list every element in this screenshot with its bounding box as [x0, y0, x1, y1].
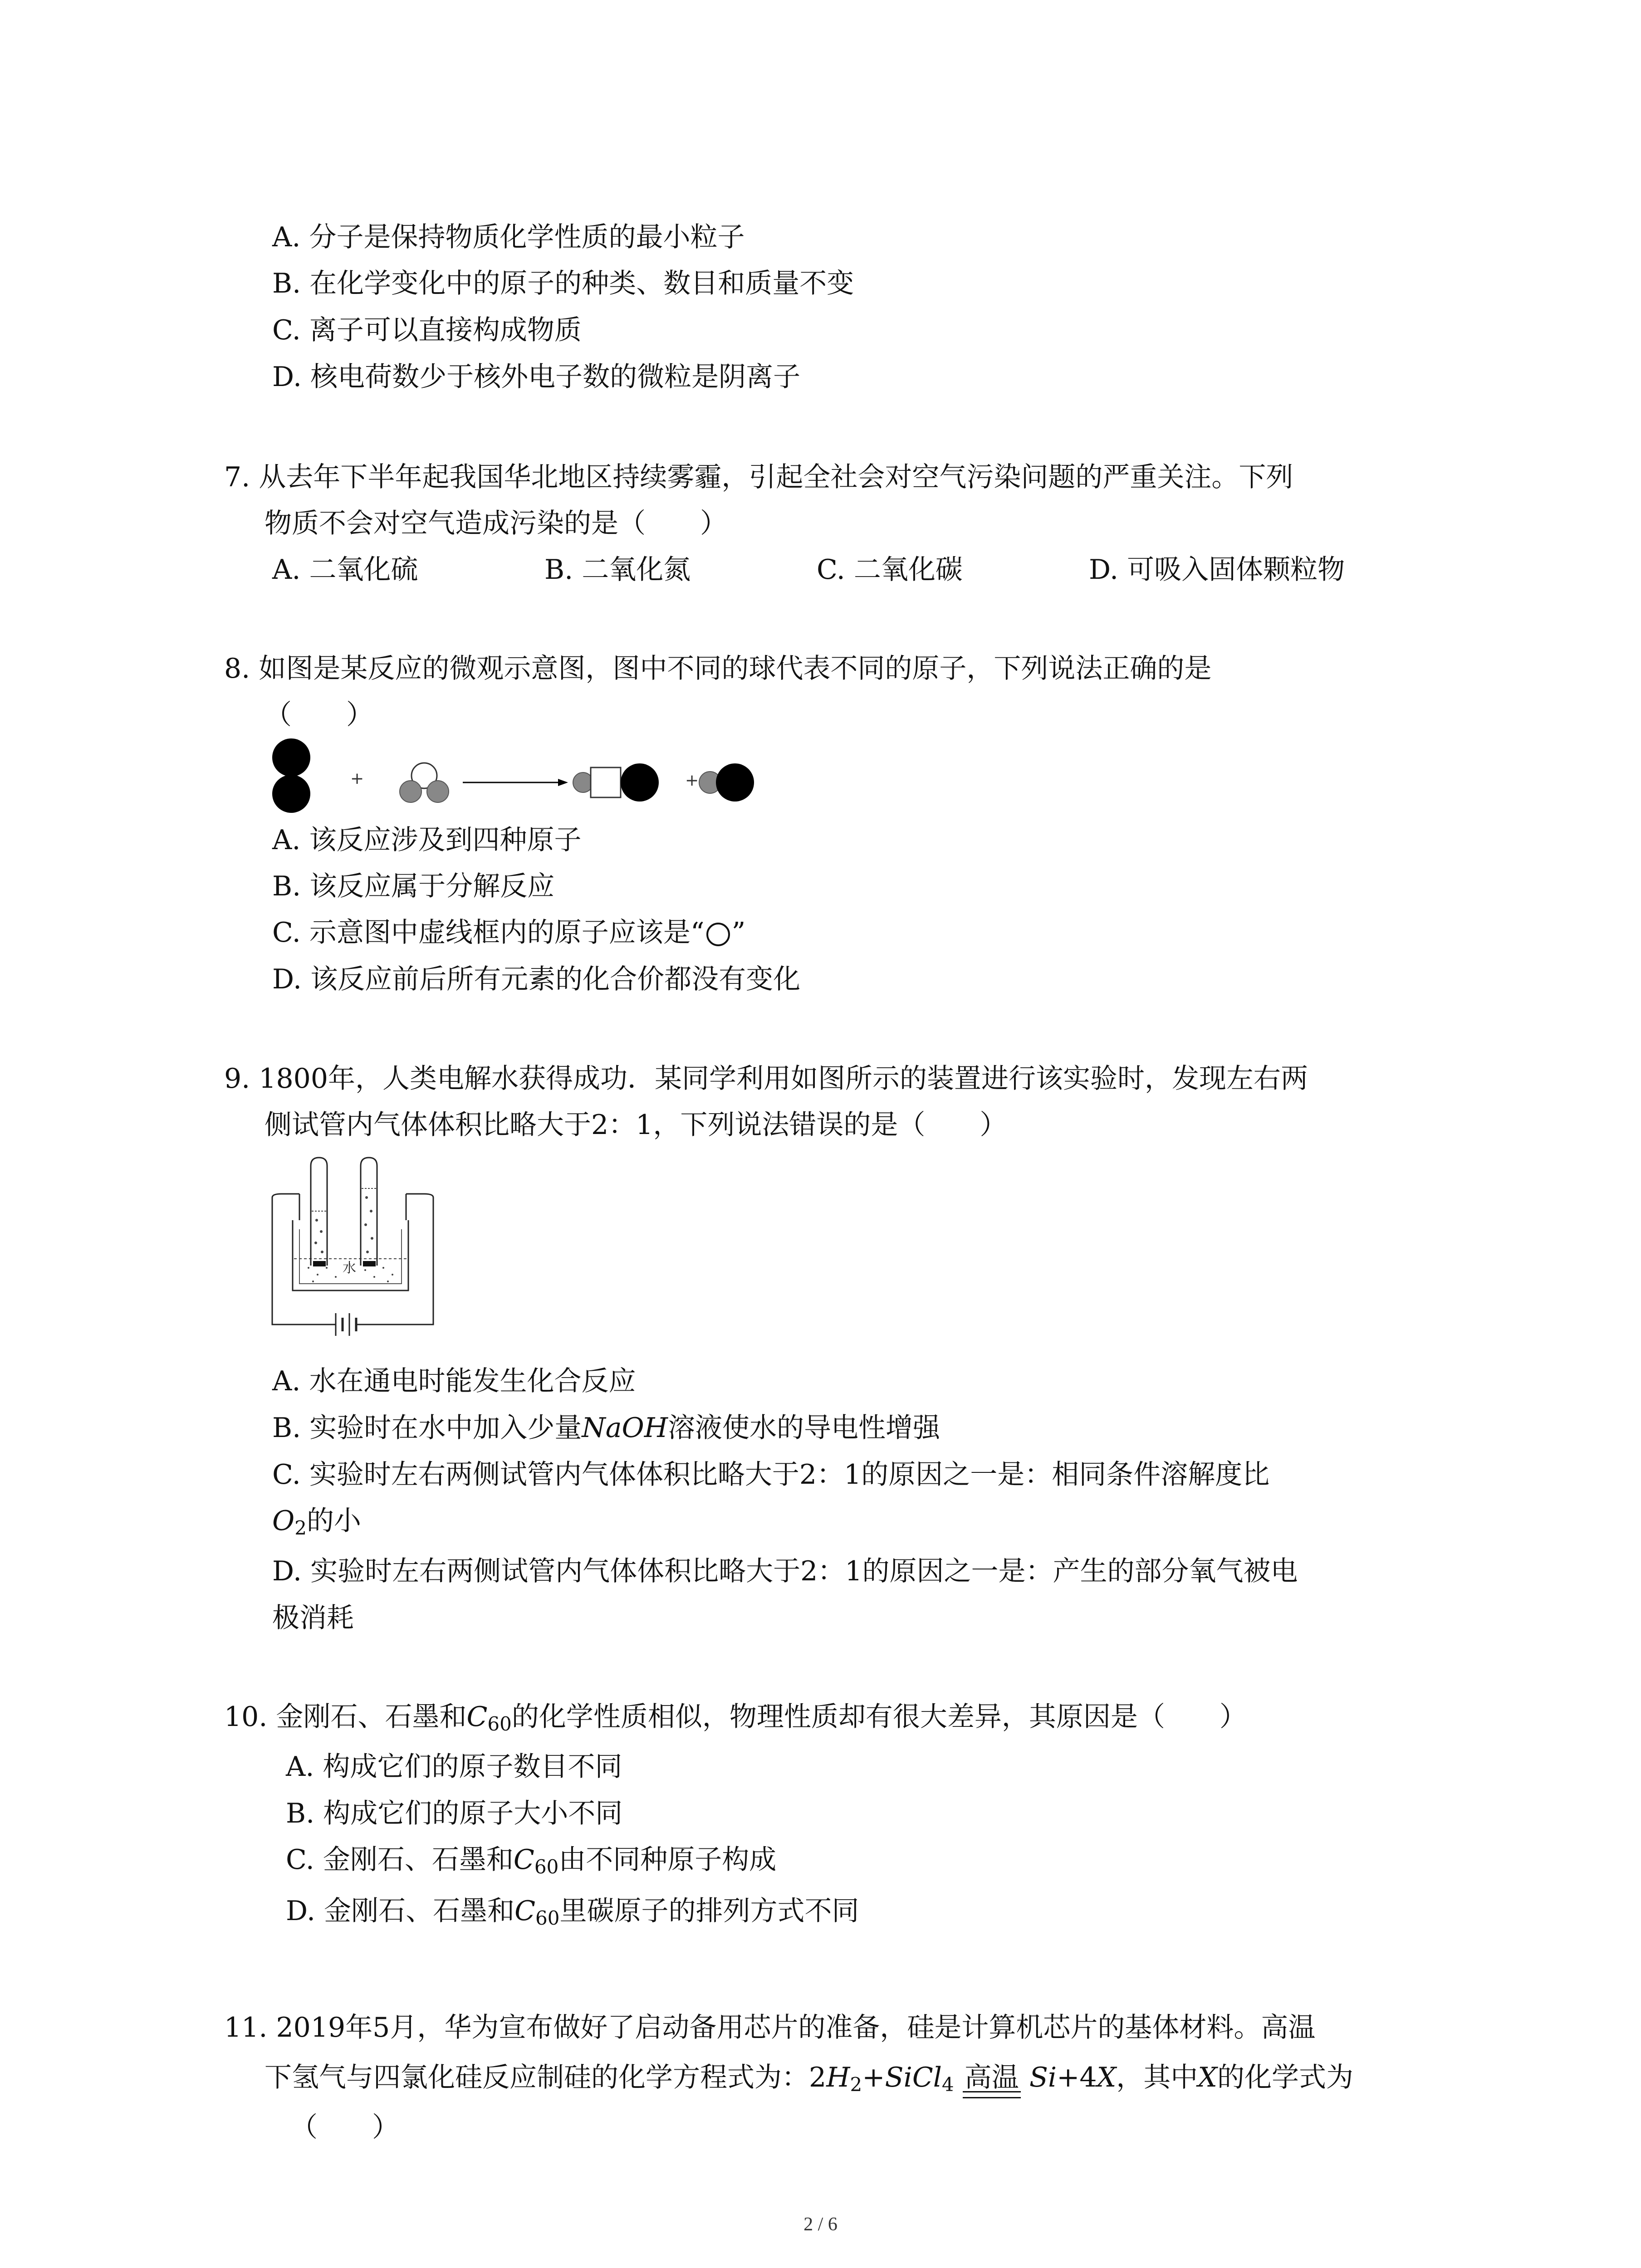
black-atom: [272, 775, 310, 813]
page-number: 2 / 6: [803, 2214, 838, 2235]
q11-stem-line1: 11. 2019年5月，华为宣布做好了启动备用芯片的准备，硅是计算机芯片的基体材料。高温: [224, 2012, 1316, 2043]
q11-stem-line2: 下氢气与四氯化硅反应制硅的化学方程式为：$2H_2+SiCl_4$ 高温 Si+4X，其中X的化学式为: [265, 2059, 1353, 2096]
q7-options-row: [272, 552, 1406, 588]
q9-option-d-line2: 极消耗: [272, 1602, 354, 1634]
q7-stem-line1: 7. 从去年下半年起我国华北地区持续雾霾，引起全社会对空气污染问题的严重关注。下列: [224, 461, 1293, 493]
q7-option-a: A. 二氧化硫: [272, 554, 418, 586]
q9-option-c-line1: C. 实验时左右两侧试管内气体体积比略大于2：1的原因之一是：相同条件溶解度比: [272, 1459, 1270, 1491]
electrode-right: [363, 1261, 376, 1266]
q10-option-a: A. 构成它们的原子数目不同: [286, 1751, 622, 1783]
q7-option-c: C. 二氧化碳: [817, 554, 963, 586]
test-tube-right: [361, 1158, 377, 1266]
q6-option-a: A. 分子是保持物质化学性质的最小粒子: [272, 221, 745, 253]
q6-option-b: B. 在化学变化中的原子的种类、数目和质量不变: [272, 268, 854, 299]
electrolysis-apparatus: [268, 1152, 440, 1352]
electrode-left: [313, 1261, 326, 1266]
q6-option-d: D. 核电荷数少于核外电子数的微粒是阴离子: [272, 361, 801, 393]
o2-formula: O: [272, 1505, 295, 1537]
water-label: 水: [343, 1260, 356, 1276]
q8-option-b: B. 该反应属于分解反应: [272, 870, 555, 902]
q7-option-b: B. 二氧化氮: [544, 554, 691, 586]
plus-sign: +: [350, 769, 364, 788]
equals-bars: [963, 2091, 1021, 2098]
q7-stem-line2: 物质不会对空气造成污染的是（ ）: [265, 508, 727, 539]
q10-stem: 10. 金刚石、石墨和$C_{60}$的化学性质相似，物理性质却有很大差异，其原因是（ ）: [224, 1701, 1247, 1735]
reaction-arrow-head: [558, 779, 568, 786]
black-atom: [621, 763, 659, 802]
black-atom: [716, 763, 754, 802]
q10-option-c: C. 金刚石、石墨和$C_{60}$由不同种原子构成: [286, 1844, 777, 1878]
q9-stem-line1: 9. 1800年，人类电解水获得成功．某同学利用如图所示的装置进行该实验时，发现左右两: [224, 1063, 1308, 1095]
q9-option-d-line1: D. 实验时左右两侧试管内气体体积比略大于2：1的原因之一是：产生的部分氧气被电: [272, 1555, 1298, 1587]
grey-atom: [400, 781, 421, 802]
q9-option-c-line2: $O_2$的小: [272, 1505, 361, 1539]
q8-option-d: D. 该反应前后所有元素的化合价都没有变化: [272, 963, 801, 995]
q9-option-a: A. 水在通电时能发生化合反应: [272, 1365, 636, 1397]
q8-option-c: C. 示意图中虚线框内的原子应该是“ ”: [272, 917, 746, 948]
q11-stem-line3: （ ）: [290, 2112, 399, 2143]
plus-sign: +: [685, 771, 699, 790]
q8-stem-line1: 8. 如图是某反应的微观示意图，图中不同的球代表不同的原子，下列说法正确的是: [224, 653, 1212, 684]
q10-option-d: D. 金刚石、石墨和$C_{60}$里碳原子的排列方式不同: [286, 1895, 859, 1929]
grey-atom: [427, 781, 449, 802]
black-atom: [272, 738, 310, 777]
q8-option-a: A. 该反应涉及到四种原子: [272, 824, 582, 856]
water-trough: [293, 1220, 408, 1290]
reaction-condition: 高温: [963, 2059, 1021, 2096]
q10-option-b: B. 构成它们的原子大小不同: [286, 1798, 623, 1829]
q7-option-d: D. 可吸入固体颗粒物: [1089, 554, 1345, 586]
dashed-box: [591, 767, 621, 797]
q9-option-b: B. 实验时在水中加入少量NaOH溶液使水的导电性增强: [272, 1412, 941, 1444]
grey-atom: [573, 772, 593, 792]
reaction-diagram: [263, 735, 762, 816]
q8-stem-line2: （ ）: [265, 699, 373, 731]
q6-option-c: C. 离子可以直接构成物质: [272, 314, 582, 346]
white-circle-icon: [706, 923, 730, 946]
bubbles: [314, 1196, 373, 1253]
naoh-formula: NaOH: [582, 1412, 668, 1444]
q9-stem-line2: 侧试管内气体体积比略大于2：1，下列说法错误的是（ ）: [265, 1109, 1007, 1141]
